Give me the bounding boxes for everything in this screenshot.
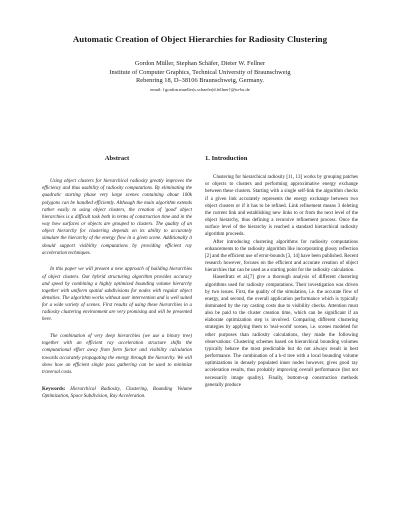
- keywords-text: Hierarchical Radiosity, Clustering, Bounding Volume Optimization, Space Subdivision, Ray Acceleration.: [42, 386, 193, 399]
- abstract-paragraph-2: In this paper we will present a new approach of building hierarchies of object clusters. Our hybrid structuring algorithm provides accuracy and speed by combining a highly optimized bounding volume hierarchy together with uniform spatial subdivisions for nodes with regular object densities. The algorithm works without user intervention and is well suited for a wide variety of scenes. First results of using these hierarchies in a radiosity clustering environment are very promising and will be presented here.: [42, 267, 192, 323]
- author-address: Rebenring 18, D–38106 Braunschweig, Germany.: [136, 77, 264, 85]
- abstract-heading: Abstract: [104, 155, 130, 162]
- intro-paragraph-1: Clustering for hierarchical radiosity [11, 13] works by grouping patches or objects to clusters and performing approximative energy exchange between these clusters. Starting with a single self-link the algorithm checks if a given link accurately represents the energy exchange between two object clusters or if it has to be refined. Link refinement means 3 deleting the current link and establishing new links to or from the next level of the object hierarchy, thus defining a recursive refinement process. Once the surface level of the hierarchy is reached a standard hierarchical radiosity algorithm proceeds.: [205, 175, 358, 238]
- author-institute: Institute of Computer Graphics, Technical University of Braunschweig: [109, 68, 291, 76]
- intro-paragraph-3: Hasenfratz et al.[7] give a thorough analysis of different clustering algorithms used for radiosity computations. Their investigation was driven by two issues. First, the quality of the simulation, i.e. the accurate flow of energy, and second, the overall application performance which is typically dominated by the ray casting costs due to visibility checks. Attention must also be paid to the cluster creation time, which can be significant if an elaborate optimization step is involved. Comparing different clustering strategies by applying them to 'real-world' scenes, i.e. scenes modeled for other purposes than radiosity calculations, they made the following observations: Clustering schemes based on hierarchical bounding volumes typically behave the most predictable but do not always result in best performance. The combination of a k-d tree with a local bounding volume optimizations in densely populated inner nodes however, gives good ray acceleration results, thus probably improving overall performance (but not necessarily image quality). Finally, bottom-up construction methods generally produce: [205, 275, 358, 388]
- abstract-column: [42, 155, 192, 409]
- abstract-paragraph-3: The combination of very deep hierarchies (we use a binary tree) together with an efficient ray acceleration structure shifts the computational effort away from form factor and visibility calculation towards accurately propagating the energy through the hierarchy. We will show how an efficient single pass gathering can be used to minimize traversal costs.: [42, 334, 192, 375]
- keywords-label: Keywords:: [42, 386, 66, 392]
- introduction-column: [205, 155, 358, 389]
- author-names: Gordon Müller, Stephan Schäfer, Dieter W. Fellner: [134, 60, 266, 67]
- introduction-heading: 1. Introduction: [205, 155, 248, 162]
- author-email: email: {gordon.mueller|s.schaefer|d.fellner}@tu-bs.de: [150, 86, 250, 92]
- abstract-paragraph-1: Using object clusters for hierarchical radiosity greatly improves the efficiency and thus usability of radiosity computations. By eliminating the quadratic starting phase very large scenes containing about 100k polygons can be handled efficiently. Although the main algorithm extends rather easily to using object clusters, the creation of 'good' object hierarchies is a difficult task both in terms of construction time and in the way how surfaces or objects are grouped to clusters. The quality of an object hierarchy for clustering depends on its ability to accurately simulate the hierarchy of the energy flow in a given scene. Additionally it should support visibility computations by providing efficient ray acceleration techniques.: [42, 179, 192, 256]
- paper-title: Automatic Creation of Object Hierarchies for Radiosity Clustering: [72, 34, 328, 44]
- author-block: [0, 60, 400, 93]
- intro-paragraph-2: After introducing clustering algorithms for radiosity computations enhancements to the radiosity algorithm like incorporating glossy reflection [2] and the efficient use of error-bounds [3, 14] have been published. Recent research however, focuses on the efficient and accurate creation of object hierarchies that can be used as a starting point for the radiosity calculation.: [205, 239, 358, 274]
- keywords-paragraph: [42, 386, 192, 400]
